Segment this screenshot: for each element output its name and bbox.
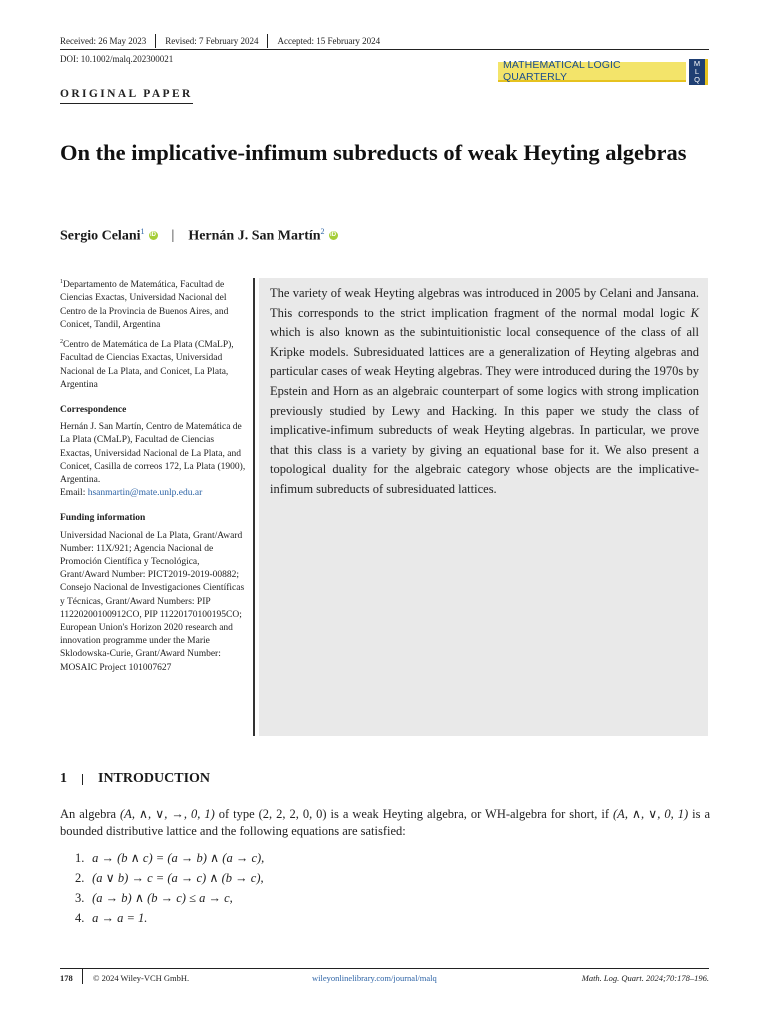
dates-row bbox=[60, 34, 380, 48]
journal-url-link[interactable]: wileyonlinelibrary.com/journal/malq bbox=[312, 973, 437, 983]
journal-banner[interactable] bbox=[498, 59, 708, 85]
orcid-icon[interactable]: iD bbox=[150, 232, 156, 239]
author-name[interactable]: Sergio Celani$^1$ bbox=[60, 227, 145, 244]
section-heading bbox=[60, 771, 210, 787]
affiliation: $^1$Departamento de Matemática, Facultad de Ciencias Exactas, Universidad Nacional del Centro de la Provincia de Buenos Aires, and Conicet, Tandil, Argentina bbox=[60, 279, 229, 330]
footer-separator bbox=[82, 969, 83, 984]
author-name[interactable]: Hernán J. San Martín$^2$ bbox=[188, 227, 325, 244]
citation: Math. Log. Quart. 2024;70:178–196. bbox=[581, 973, 709, 983]
funding-text: Universidad Nacional de La Plata, Grant/Award Number: 11X/921; Agencia Nacional de Promoción Científica y Tecnológica, Grant/Award Number: PICT2019-2019-00882; Consejo Nacional de Investigaciones Científicas y Técnicas, Grant/Award Numbers: PIP 11220200100912CO, PIP 11220170100195CO; European Union's Horizon 2020 research and innovation programme under the Marie Sklodowska-Curie, Grant/Award Number: MOSAIC Project 101007627 bbox=[60, 530, 245, 673]
paper-title: On the implicative-infimum subreducts of weak Heyting algebras bbox=[60, 140, 687, 165]
intro-paragraph: An algebra (A, ∧, ∨, →, 0, 1) of type (2, 2, 2, 0, 0) is a weak Heyting algebra, or WH-algebra for short, if (A, ∧, ∨, 0, 1) is a bounded distributive lattice and the following equations are satisfied: bbox=[60, 807, 711, 838]
received-date: Received: 26 May 2023 bbox=[60, 36, 147, 46]
author-divider: | bbox=[171, 227, 175, 243]
email-link[interactable]: hsanmartin@mate.unlp.edu.ar bbox=[87, 488, 203, 499]
journal-logo-icon: M L Q bbox=[689, 59, 705, 85]
abstract-rule bbox=[253, 278, 255, 736]
page-number: 178 bbox=[60, 973, 73, 983]
equation-item: 2. (a ∨ b) → c = (a → c) ∧ (b → c), bbox=[75, 871, 264, 885]
funding-heading: Funding information bbox=[60, 513, 146, 524]
equation-item: 3. (a → b) ∧ (b → c) ≤ a → c, bbox=[75, 891, 233, 905]
doi: DOI: 10.1002/malq.202300021 bbox=[60, 54, 174, 64]
equation-list bbox=[75, 848, 264, 928]
header-rule bbox=[60, 49, 709, 50]
section-separator bbox=[82, 774, 83, 785]
correspondence-heading: Correspondence bbox=[60, 404, 127, 415]
author-list bbox=[60, 227, 338, 245]
correspondence-text: Hernán J. San Martín, Centro de Matemática de La Plata (CMaLP), Facultad de Ciencias Exactas, Universidad Nacional de La Plata, and Conicet, Casilla de correos 172, La Plata (1900), Argentina. Email: hsanmartin@mate.unlp.edu.ar bbox=[60, 422, 246, 499]
abstract: The variety of weak Heyting algebras was introduced in 2005 by Celani and Jansana. This corresponds to the strict implication fragment of the normal modal logic K which is also known as the subintuitionistic local consequence of the class of all Kripke models. Subresiduated lattices are a generalization of Heyting algebras and particular cases of weak Heyting algebras. They were introduced during the 1970s by Epstein and Horn as an algebraic counterpart of some logics with strong implication previously studied by Lewy and Hacking. In this paper we study the class of implicative-infimum subreducts of weak Heyting algebras. In particular, we prove that this class is a variety by giving an equational base for it. We also present a topological duality for the algebraic category whose objects are the implicative-infimum subreducts of subresiduated lattices. bbox=[259, 278, 708, 736]
paper-type: ORIGINAL PAPER bbox=[60, 88, 193, 104]
revised-date: Revised: 7 February 2024 bbox=[165, 36, 259, 46]
date-separator bbox=[267, 34, 268, 48]
orcid-icon[interactable]: iD bbox=[330, 232, 337, 239]
journal-name: MATHEMATICAL LOGIC QUARTERLY bbox=[498, 62, 686, 82]
equation-item: 4. a → a = 1. bbox=[75, 911, 148, 925]
front-matter-sidebar bbox=[60, 276, 246, 679]
copyright: © 2024 Wiley-VCH GmbH. bbox=[93, 973, 190, 983]
affiliation: $^2$Centro de Matemática de La Plata (CMaLP), Facultad de Ciencias Exactas, Universidad Nacional de La Plata, and Conicet, La Plata, Argentina bbox=[60, 338, 234, 390]
section-number: 1 bbox=[60, 771, 67, 786]
section-title: INTRODUCTION bbox=[98, 771, 211, 786]
date-separator bbox=[155, 34, 156, 48]
journal-banner-edge bbox=[705, 59, 708, 85]
equation-item: 1. a → (b ∧ c) = (a → b) ∧ (a → c), bbox=[75, 851, 265, 865]
footer-rule bbox=[60, 968, 709, 969]
accepted-date: Accepted: 15 February 2024 bbox=[277, 36, 381, 46]
